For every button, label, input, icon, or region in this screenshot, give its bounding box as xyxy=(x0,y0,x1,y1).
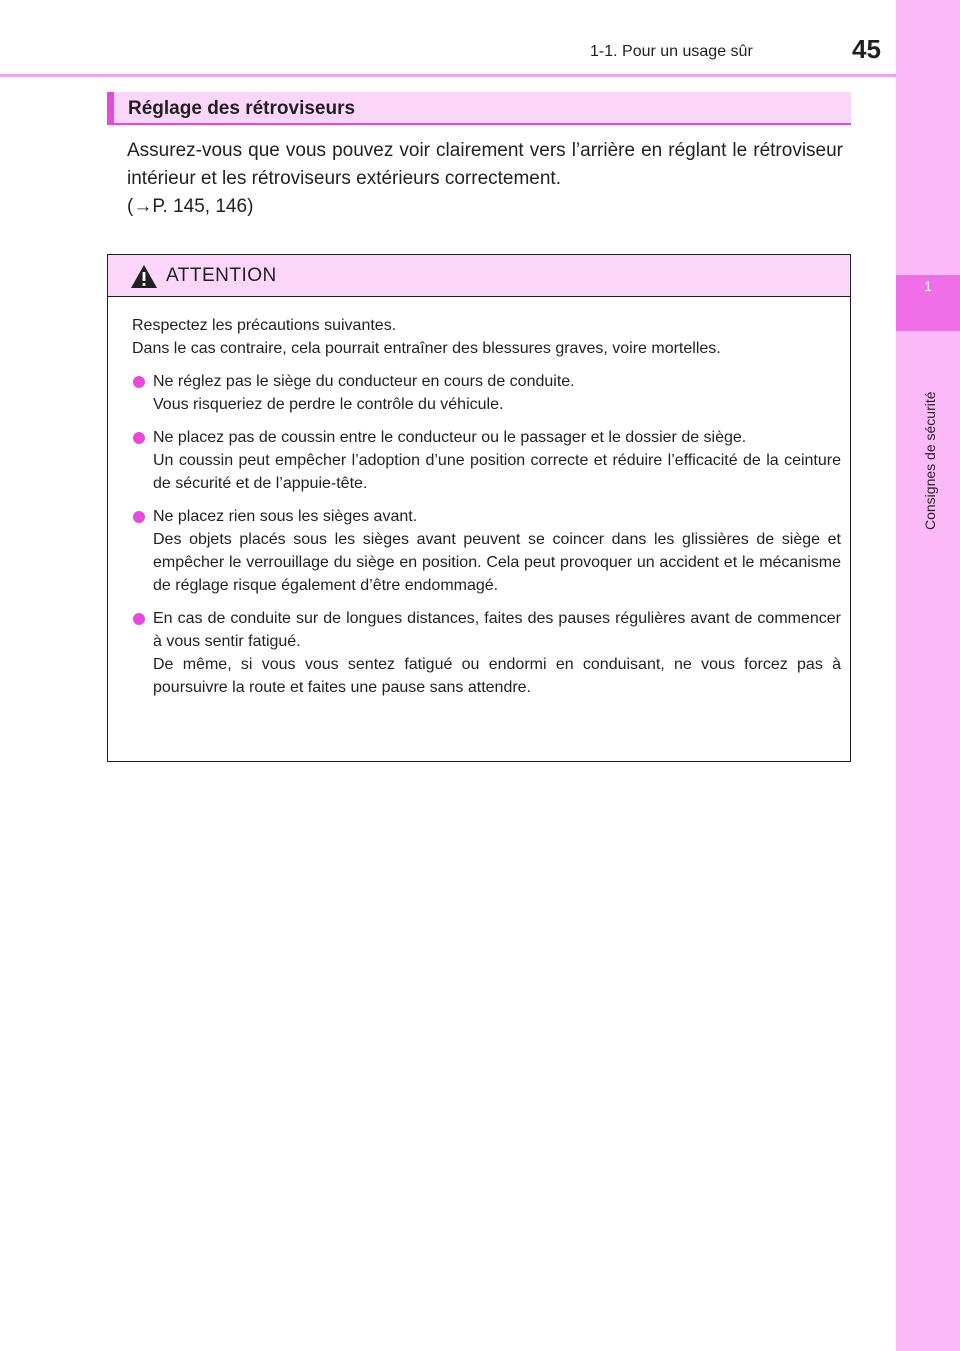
warning-item-lead: Ne placez pas de coussin entre le conducteur ou le passager et le dossier de siège. xyxy=(153,429,747,446)
warning-item-lead: En cas de conduite sur de longues distances, faites des pauses régulières avant de commencer à vous sentir fatigué. xyxy=(153,610,841,650)
chapter-number-text: 1 xyxy=(924,278,932,294)
section-heading xyxy=(107,92,851,125)
warning-item-detail: Des objets placés sous les sièges avant peuvent se coincer dans les glissières de siège et empêcher le verrouillage du siège en position. Cela peut provoquer un accident et le mécanisme de réglage risque également d’être endommagé. xyxy=(153,531,841,594)
chapter-number xyxy=(896,275,960,331)
warning-list xyxy=(132,370,841,699)
warning-intro-line: Dans le cas contraire, cela pourrait entraîner des blessures graves, voire mortelles. xyxy=(132,340,721,357)
bullet-dot-icon xyxy=(133,511,145,523)
bullet-dot-icon xyxy=(133,432,145,444)
warning-item-lead: Ne placez rien sous les sièges avant. xyxy=(153,508,418,525)
intro-paragraph xyxy=(127,137,843,221)
section-title: 1-1. Pour un usage sûr xyxy=(590,43,753,60)
warning-box xyxy=(107,254,851,762)
warning-item xyxy=(132,426,841,495)
warning-triangle-icon xyxy=(130,264,158,289)
warning-header xyxy=(108,255,850,297)
bullet-dot-icon xyxy=(133,376,145,388)
warning-item-detail: Un coussin peut empêcher l’adoption d’une position correcte et réduire l’efficacité de la ceinture de sécurité et de l’appuie-tête. xyxy=(153,452,841,492)
warning-intro-line: Respectez les précautions suivantes. xyxy=(132,317,397,334)
warning-item-detail: De même, si vous vous sentez fatigué ou endormi en conduisant, ne vous forcez pas à poursuivre la route et faites une pause sans attendre. xyxy=(153,656,841,696)
header-rule xyxy=(0,74,896,77)
bullet-dot-icon xyxy=(133,613,145,625)
warning-item-lead: Ne réglez pas le siège du conducteur en cours de conduite. xyxy=(153,373,575,390)
warning-item xyxy=(132,505,841,597)
warning-title: ATTENTION xyxy=(166,265,277,286)
warning-item xyxy=(132,607,841,699)
intro-text: Assurez-vous que vous pouvez voir clairement vers l’arrière en réglant le rétroviseur intérieur et les rétroviseurs extérieurs correctement. xyxy=(127,140,843,189)
page-number: 45 xyxy=(852,34,881,64)
page-reference: (→P. 145, 146) xyxy=(127,196,254,217)
warning-body xyxy=(108,297,850,699)
chapter-side-tab xyxy=(896,0,960,1351)
chapter-label: Consignes de sécurité xyxy=(922,391,938,530)
warning-item-detail: Vous risqueriez de perdre le contrôle du véhicule. xyxy=(153,396,504,413)
warning-item xyxy=(132,370,841,416)
section-heading-text: Réglage des rétroviseurs xyxy=(128,98,356,119)
